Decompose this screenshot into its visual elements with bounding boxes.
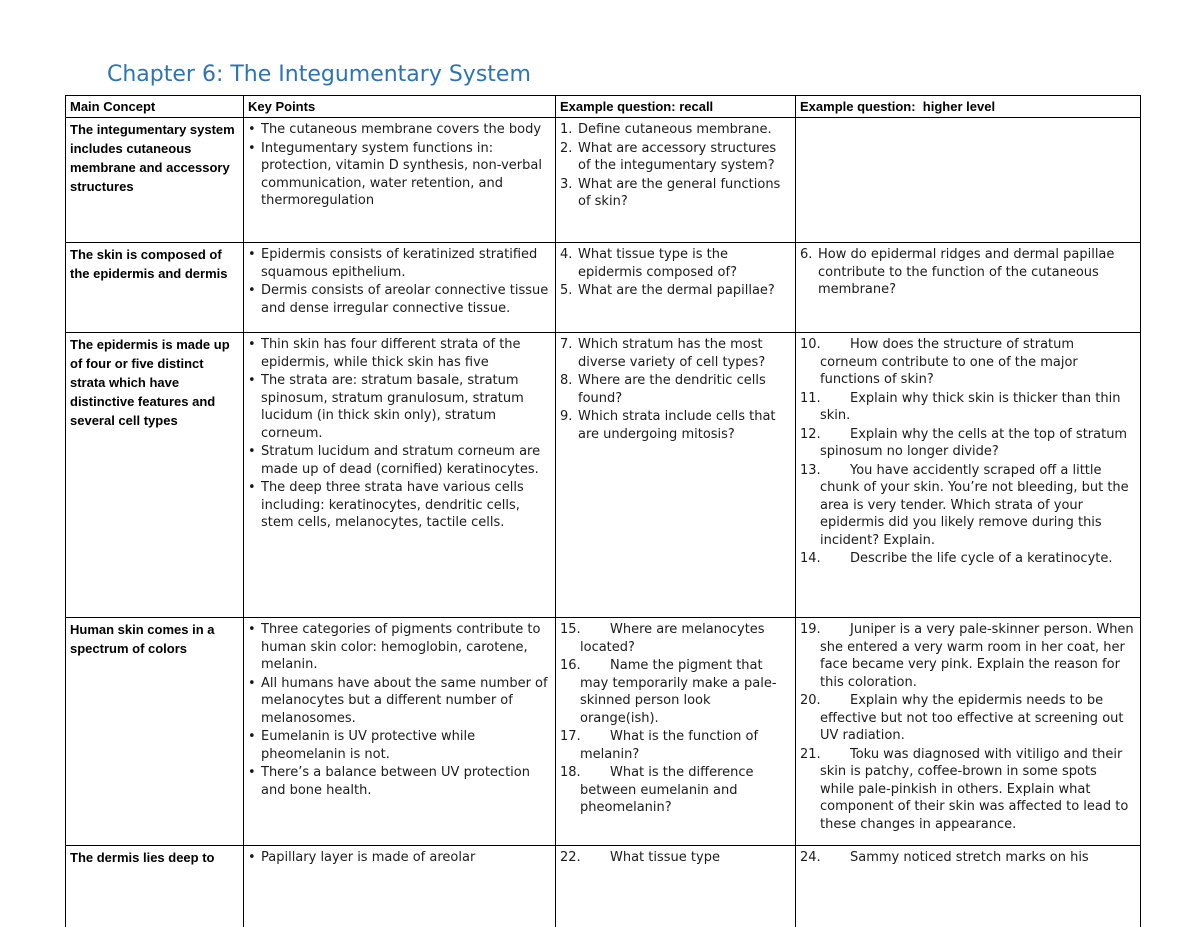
question-item xyxy=(560,121,789,139)
question-text: What are the general functions of skin? xyxy=(578,176,781,209)
question-item xyxy=(800,550,1134,568)
main-concept-text: The integumentary system includes cutaneous membrane and accessory structures xyxy=(70,122,235,194)
key-points-cell xyxy=(244,118,556,243)
key-point-item xyxy=(248,336,549,371)
main-concept-cell xyxy=(66,333,244,618)
question-number: 2. xyxy=(560,140,573,156)
key-point-text: Stratum lucidum and stratum corneum are made up of dead (cornified) keratinocytes. xyxy=(261,444,541,477)
question-item xyxy=(800,246,1134,299)
main-concept-cell xyxy=(66,846,244,927)
recall-questions-cell xyxy=(556,618,796,846)
higher-level-questions-cell xyxy=(796,333,1141,618)
question-item xyxy=(560,336,789,371)
key-point-text: Thin skin has four different strata of the epidermis, while thick skin has five xyxy=(261,337,521,370)
table-row xyxy=(66,118,1141,243)
key-point-text: Papillary layer is made of areolar xyxy=(261,850,476,865)
question-text: Explain why the epidermis needs to be effective but not too effective at screening out UV radiation. xyxy=(820,693,1124,743)
question-text: Which stratum has the most diverse variety of cell types? xyxy=(578,337,766,370)
question-text: Toku was diagnosed with vitiligo and their skin is patchy, coffee-brown in some spots while pale-pinkish in others. Explain what component of their skin was affected to lead to these changes in appearance. xyxy=(820,746,1129,832)
question-number: 1. xyxy=(560,122,573,137)
question-number: 17. xyxy=(560,729,581,744)
question-item xyxy=(800,849,1134,867)
question-text: What is the function of melanin? xyxy=(580,729,759,762)
bullet-icon: • xyxy=(248,480,256,495)
question-item xyxy=(560,764,789,817)
question-item xyxy=(560,408,789,443)
question-item xyxy=(560,282,789,300)
table-row xyxy=(66,333,1141,618)
question-item xyxy=(560,621,789,656)
question-text: Describe the life cycle of a keratinocyte. xyxy=(850,551,1113,566)
key-point-item xyxy=(248,728,549,763)
key-point-item xyxy=(248,621,549,674)
key-points-cell xyxy=(244,846,556,927)
question-item xyxy=(800,336,1134,389)
question-text: Explain why thick skin is thicker than thin skin. xyxy=(820,390,1121,423)
question-text: Name the pigment that may temporarily make a pale-skinned person look orange(ish). xyxy=(580,658,777,726)
recall-questions-cell xyxy=(556,846,796,927)
question-number: 20. xyxy=(800,693,821,708)
key-point-item xyxy=(248,246,549,281)
question-text: Which strata include cells that are undergoing mitosis? xyxy=(578,409,776,442)
page-title: Chapter 6: The Integumentary System xyxy=(107,62,531,87)
table-body xyxy=(66,118,1141,927)
question-text: Where are the dendritic cells found? xyxy=(578,373,766,406)
question-number: 21. xyxy=(800,746,821,762)
question-item xyxy=(560,372,789,407)
question-item xyxy=(560,728,789,763)
table-head xyxy=(66,96,1141,118)
key-point-item xyxy=(248,121,549,139)
bullet-icon: • xyxy=(248,140,256,156)
recall-questions-cell xyxy=(556,118,796,243)
question-number: 12. xyxy=(800,426,821,442)
main-concept-cell xyxy=(66,243,244,333)
column-header: Example question: recall xyxy=(556,96,796,118)
question-item xyxy=(560,657,789,727)
question-number: 11. xyxy=(800,390,821,406)
bullet-icon: • xyxy=(248,850,256,865)
key-point-text: Integumentary system functions in: protection, vitamin D synthesis, non-verbal communication, water retention, and thermoregulation xyxy=(261,140,542,208)
key-point-item xyxy=(248,849,549,867)
key-point-text: The deep three strata have various cells including: keratinocytes, dendritic cells, stem cells, melanocytes, tactile cells. xyxy=(261,480,524,530)
bullet-icon: • xyxy=(248,675,256,691)
main-concept-text: Human skin comes in a spectrum of colors xyxy=(70,622,215,656)
question-number: 22. xyxy=(560,850,581,865)
question-number: 15. xyxy=(560,622,581,637)
question-text: How do epidermal ridges and dermal papillae contribute to the function of the cutaneous membrane? xyxy=(818,247,1115,297)
question-number: 4. xyxy=(560,247,573,262)
higher-level-questions-cell xyxy=(796,846,1141,927)
main-concept-text: The skin is composed of the epidermis and dermis xyxy=(70,247,228,281)
question-text: Juniper is a very pale-skinner person. When she entered a very warm room in her coat, her face became very pink. Explain the reason for this coloration. xyxy=(820,622,1134,690)
key-point-item xyxy=(248,372,549,442)
column-header: Key Points xyxy=(244,96,556,118)
bullet-icon: • xyxy=(248,765,256,780)
key-point-text: There’s a balance between UV protection and bone health. xyxy=(261,765,530,798)
higher-level-questions-cell xyxy=(796,243,1141,333)
bullet-icon: • xyxy=(248,444,256,459)
table-row xyxy=(66,846,1141,927)
question-number: 7. xyxy=(560,337,573,352)
key-points-cell xyxy=(244,243,556,333)
question-text: Explain why the cells at the top of stratum spinosum no longer divide? xyxy=(820,426,1128,459)
main-concept-text: The epidermis is made up of four or five distinct strata which have distinctive features and several cell types xyxy=(70,337,230,428)
question-number: 19. xyxy=(800,622,821,637)
bullet-icon: • xyxy=(248,373,256,388)
main-concept-cell xyxy=(66,618,244,846)
question-number: 18. xyxy=(560,765,581,780)
question-item xyxy=(800,462,1134,550)
higher-level-questions-cell xyxy=(796,118,1141,243)
question-item xyxy=(800,621,1134,691)
column-header: Example question: higher level xyxy=(796,96,1141,118)
bullet-icon: • xyxy=(248,122,256,137)
table-row xyxy=(66,243,1141,333)
key-point-text: Three categories of pigments contribute to human skin color: hemoglobin, carotene, melanin. xyxy=(261,622,541,672)
key-point-text: The cutaneous membrane covers the body xyxy=(261,122,542,137)
question-text: Define cutaneous membrane. xyxy=(578,122,772,137)
key-points-cell xyxy=(244,333,556,618)
question-text: What tissue type is the epidermis composed of? xyxy=(578,247,737,280)
question-item xyxy=(800,746,1134,834)
key-point-item xyxy=(248,443,549,478)
question-number: 9. xyxy=(560,409,573,424)
bullet-icon: • xyxy=(248,622,256,637)
question-text: Sammy noticed stretch marks on his xyxy=(850,850,1089,865)
question-item xyxy=(560,176,789,211)
recall-questions-cell xyxy=(556,333,796,618)
key-points-cell xyxy=(244,618,556,846)
key-point-text: Dermis consists of areolar connective tissue and dense irregular connective tissue. xyxy=(261,283,549,316)
key-point-item xyxy=(248,764,549,799)
question-item xyxy=(560,246,789,281)
key-point-text: Eumelanin is UV protective while pheomelanin is not. xyxy=(261,729,476,762)
higher-level-questions-cell xyxy=(796,618,1141,846)
key-point-text: All humans have about the same number of melanocytes but a different number of melanosomes. xyxy=(261,675,548,726)
column-header: Main Concept xyxy=(66,96,244,118)
question-text: What is the difference between eumelanin and pheomelanin? xyxy=(580,765,754,815)
question-item xyxy=(800,426,1134,461)
question-number: 10. xyxy=(800,337,821,352)
bullet-icon: • xyxy=(248,247,256,262)
key-point-text: The strata are: stratum basale, stratum spinosum, stratum granulosum, stratum lucidum (in thick skin only), stratum corneum. xyxy=(261,373,524,441)
question-item xyxy=(560,849,789,867)
question-text: What are the dermal papillae? xyxy=(578,283,775,298)
question-text: What are accessory structures of the integumentary system? xyxy=(578,140,777,173)
question-text: Where are melanocytes located? xyxy=(580,622,765,655)
key-point-item xyxy=(248,140,549,210)
question-number: 16. xyxy=(560,658,581,673)
question-text: What tissue type xyxy=(610,850,720,865)
key-point-item xyxy=(248,675,549,728)
question-number: 5. xyxy=(560,283,573,298)
concept-table xyxy=(65,95,1141,927)
question-number: 6. xyxy=(800,247,813,262)
question-item xyxy=(560,140,789,175)
question-item xyxy=(800,390,1134,425)
question-number: 14. xyxy=(800,551,821,566)
question-number: 3. xyxy=(560,176,573,192)
bullet-icon: • xyxy=(248,729,256,744)
question-number: 24. xyxy=(800,850,821,865)
table-row xyxy=(66,618,1141,846)
bullet-icon: • xyxy=(248,337,256,352)
question-text: How does the structure of stratum corneum contribute to one of the major functions of skin? xyxy=(820,337,1078,387)
main-concept-text: The dermis lies deep to xyxy=(70,850,215,865)
question-item xyxy=(800,692,1134,745)
bullet-icon: • xyxy=(248,283,256,298)
question-text: You have accidently scraped off a little chunk of your skin. You’re not bleeding, but the area is very tender. Which strata of your epidermis did you likely remove during this incident? Explain. xyxy=(820,462,1129,548)
recall-questions-cell xyxy=(556,243,796,333)
key-point-text: Epidermis consists of keratinized stratified squamous epithelium. xyxy=(261,247,538,280)
header-row xyxy=(66,96,1141,118)
question-number: 8. xyxy=(560,373,573,388)
key-point-item xyxy=(248,479,549,532)
key-point-item xyxy=(248,282,549,317)
question-number: 13. xyxy=(800,462,821,478)
main-concept-cell xyxy=(66,118,244,243)
